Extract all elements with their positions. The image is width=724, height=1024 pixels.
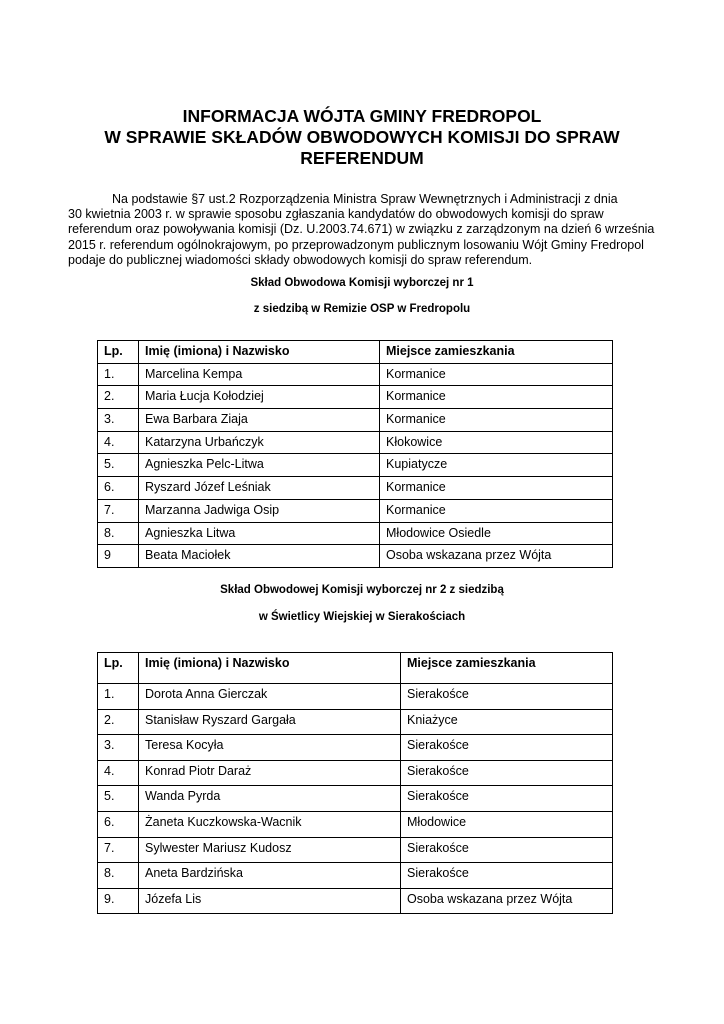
table-row xyxy=(98,386,613,409)
cell-name: Konrad Piotr Daraż xyxy=(139,760,401,786)
cell-residence: Sierakośce xyxy=(401,735,613,761)
cell-name: Sylwester Mariusz Kudosz xyxy=(139,837,401,863)
cell-name: Marzanna Jadwiga Osip xyxy=(139,499,380,522)
cell-name: Marcelina Kempa xyxy=(139,363,380,386)
header-residence: Miejsce zamieszkania xyxy=(380,341,613,364)
commission1-table xyxy=(97,340,613,568)
table-row xyxy=(98,811,613,837)
cell-name: Józefa Lis xyxy=(139,888,401,914)
cell-name: Dorota Anna Gierczak xyxy=(139,684,401,710)
table-header-row xyxy=(98,653,613,684)
document-title xyxy=(60,106,664,169)
table-row xyxy=(98,837,613,863)
table-row xyxy=(98,863,613,889)
cell-lp: 1. xyxy=(98,684,139,710)
cell-lp: 5. xyxy=(98,786,139,812)
cell-residence: Sierakośce xyxy=(401,760,613,786)
cell-name: Agnieszka Pelc-Litwa xyxy=(139,454,380,477)
cell-residence: Kniażyce xyxy=(401,709,613,735)
intro-paragraph xyxy=(68,192,658,268)
commission2-location: w Świetlicy Wiejskiej w Sierakościach xyxy=(258,611,466,623)
table-row xyxy=(98,454,613,477)
table-row xyxy=(98,684,613,710)
cell-lp: 4. xyxy=(98,760,139,786)
cell-residence: Sierakośce xyxy=(401,863,613,889)
cell-lp: 9 xyxy=(98,545,139,568)
cell-lp: 6. xyxy=(98,477,139,500)
table-row xyxy=(98,735,613,761)
commission2-caption: Skład Obwodowej Komisji wyborczej nr 2 z siedzibą xyxy=(220,584,504,596)
cell-lp: 5. xyxy=(98,454,139,477)
cell-name: Katarzyna Urbańczyk xyxy=(139,431,380,454)
header-name: Imię (imiona) i Nazwisko xyxy=(139,653,401,684)
table-row xyxy=(98,363,613,386)
cell-lp: 8. xyxy=(98,863,139,889)
intro-line: podaje do publicznej wiadomości składy obwodowych komisji do spraw referendum. xyxy=(68,252,533,267)
cell-lp: 2. xyxy=(98,386,139,409)
table-row xyxy=(98,522,613,545)
commission1-location: z siedzibą w Remizie OSP w Fredropolu xyxy=(253,303,471,315)
title-line: W SPRAWIE SKŁADÓW OBWODOWYCH KOMISJI DO SPRAW xyxy=(104,127,620,147)
cell-residence: Kupiatycze xyxy=(380,454,613,477)
title-line: REFERENDUM xyxy=(300,148,424,168)
cell-residence: Kormanice xyxy=(380,386,613,409)
intro-line: 2015 r. referendum ogólnokrajowym, po przeprowadzonym publicznym losowaniu Wójt Gminy Fredropol xyxy=(68,237,644,252)
header-name: Imię (imiona) i Nazwisko xyxy=(139,341,380,364)
title-line: INFORMACJA WÓJTA GMINY FREDROPOL xyxy=(182,106,542,126)
cell-name: Żaneta Kuczkowska-Wacnik xyxy=(139,811,401,837)
cell-residence: Osoba wskazana przez Wójta xyxy=(401,888,613,914)
cell-lp: 4. xyxy=(98,431,139,454)
header-lp: Lp. xyxy=(98,653,139,684)
header-residence: Miejsce zamieszkania xyxy=(401,653,613,684)
cell-residence: Kłokowice xyxy=(380,431,613,454)
cell-residence: Kormanice xyxy=(380,499,613,522)
table-row xyxy=(98,786,613,812)
cell-lp: 1. xyxy=(98,363,139,386)
table-row xyxy=(98,409,613,432)
cell-residence: Sierakośce xyxy=(401,684,613,710)
cell-lp: 3. xyxy=(98,409,139,432)
cell-lp: 2. xyxy=(98,709,139,735)
cell-name: Aneta Bardzińska xyxy=(139,863,401,889)
cell-residence: Kormanice xyxy=(380,477,613,500)
cell-name: Maria Łucja Kołodziej xyxy=(139,386,380,409)
cell-lp: 7. xyxy=(98,837,139,863)
table-row xyxy=(98,499,613,522)
intro-line: Na podstawie §7 ust.2 Rozporządzenia Ministra Spraw Wewnętrznych i Administracji z dnia xyxy=(112,192,618,206)
cell-name: Teresa Kocyła xyxy=(139,735,401,761)
intro-line: referendum oraz powoływania komisji (Dz. U.2003.74.671) w związku z zarządzonym na dzień 6 września xyxy=(68,222,655,237)
cell-residence: Kormanice xyxy=(380,409,613,432)
cell-residence: Osoba wskazana przez Wójta xyxy=(380,545,613,568)
cell-name: Agnieszka Litwa xyxy=(139,522,380,545)
intro-line: 30 kwietnia 2003 r. w sprawie sposobu zgłaszania kandydatów do obwodowych komisji do spraw xyxy=(68,207,604,222)
cell-name: Beata Maciołek xyxy=(139,545,380,568)
cell-residence: Młodowice Osiedle xyxy=(380,522,613,545)
table-header-row xyxy=(98,341,613,364)
cell-lp: 3. xyxy=(98,735,139,761)
table-row xyxy=(98,709,613,735)
cell-residence: Sierakośce xyxy=(401,786,613,812)
cell-name: Ewa Barbara Ziaja xyxy=(139,409,380,432)
cell-name: Wanda Pyrda xyxy=(139,786,401,812)
cell-lp: 8. xyxy=(98,522,139,545)
cell-residence: Kormanice xyxy=(380,363,613,386)
cell-residence: Młodowice xyxy=(401,811,613,837)
cell-name: Ryszard Józef Leśniak xyxy=(139,477,380,500)
commission2-table xyxy=(97,652,613,914)
cell-lp: 6. xyxy=(98,811,139,837)
table-row xyxy=(98,431,613,454)
table-row xyxy=(98,888,613,914)
table-row xyxy=(98,477,613,500)
cell-lp: 9. xyxy=(98,888,139,914)
cell-name: Stanisław Ryszard Gargała xyxy=(139,709,401,735)
cell-lp: 7. xyxy=(98,499,139,522)
commission1-caption: Skład Obwodowa Komisji wyborczej nr 1 xyxy=(250,277,474,289)
table-row xyxy=(98,760,613,786)
table-row xyxy=(98,545,613,568)
header-lp: Lp. xyxy=(98,341,139,364)
cell-residence: Sierakośce xyxy=(401,837,613,863)
